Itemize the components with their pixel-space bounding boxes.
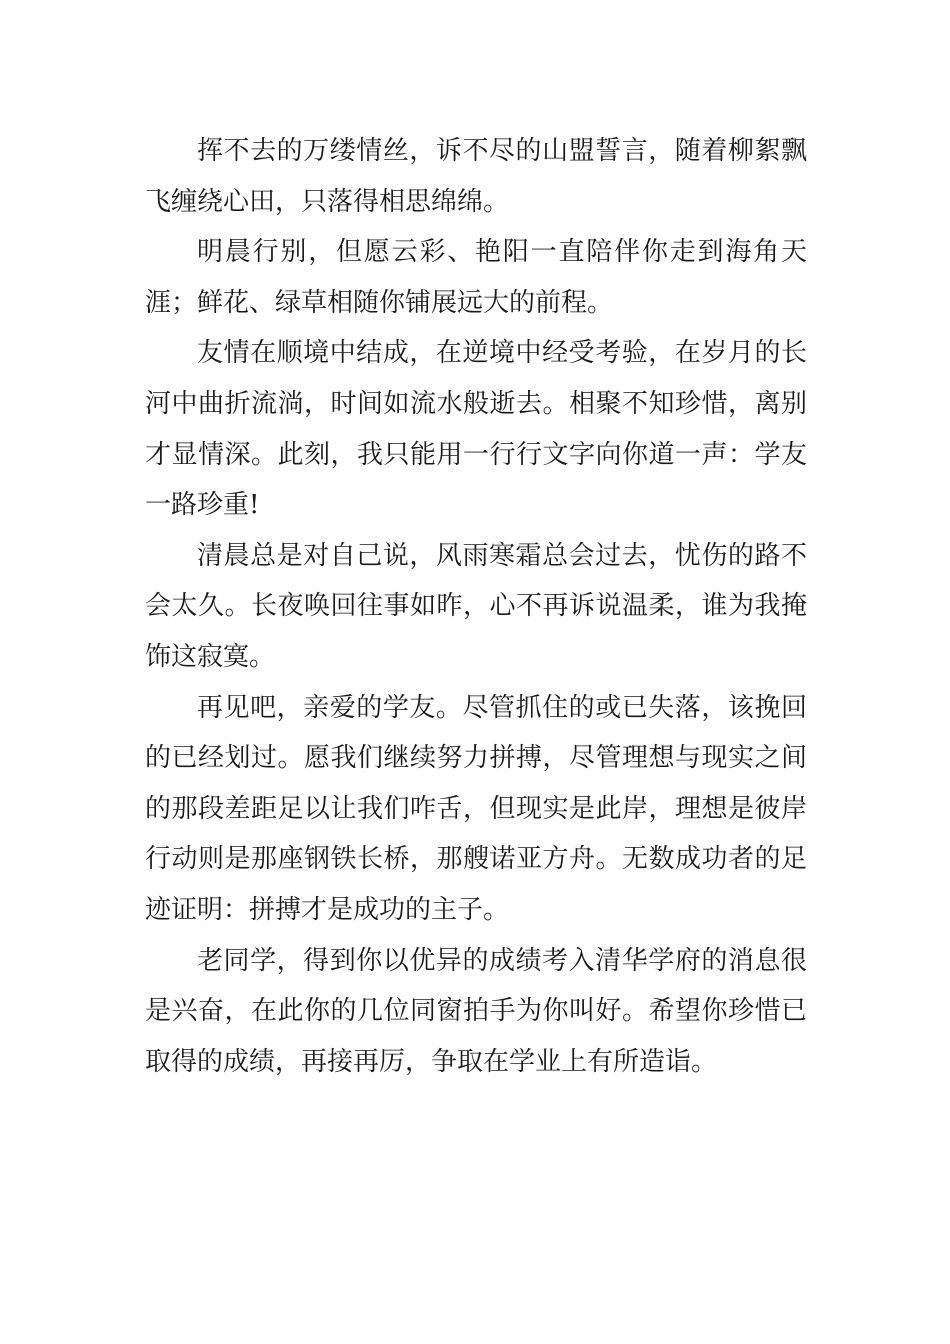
paragraph: 明晨行别，但愿云彩、艳阳一直陪伴你走到海角天涯；鲜花、绿草相随你铺展远大的前程。	[145, 237, 807, 318]
paragraph: 再见吧，亲爱的学友。尽管抓住的或已失落，该挽回的已经划过。愿我们继续努力拼搏，尽管理想与现实之间的那段差距足以让我们咋舌，但现实是此岸，理想是彼岸行动则是那座钢铁长桥，那艘诺亚方舟。无数成功者的足迹证明：拼搏才是成功的主子。	[145, 692, 807, 925]
paragraph: 老同学，得到你以优异的成绩考入清华学府的消息很是兴奋，在此你的几位同窗拍手为你叫好。希望你珍惜已取得的成绩，再接再厉，争取在学业上有所造诣。	[145, 945, 807, 1077]
paragraph: 挥不去的万缕情丝，诉不尽的山盟誓言，随着柳絮飘飞缠绕心田，只落得相思绵绵。	[145, 136, 807, 217]
paragraph: 清晨总是对自己说，风雨寒霜总会过去，忧伤的路不会太久。长夜唤回往事如昨，心不再诉说温柔，谁为我掩饰这寂寞。	[145, 540, 807, 672]
paragraph: 友情在顺境中结成，在逆境中经受考验，在岁月的长河中曲折流淌，时间如流水般逝去。相聚不知珍惜，离别才显情深。此刻，我只能用一行行文字向你道一声：学友一路珍重!	[145, 338, 807, 521]
document-body	[145, 126, 807, 1087]
